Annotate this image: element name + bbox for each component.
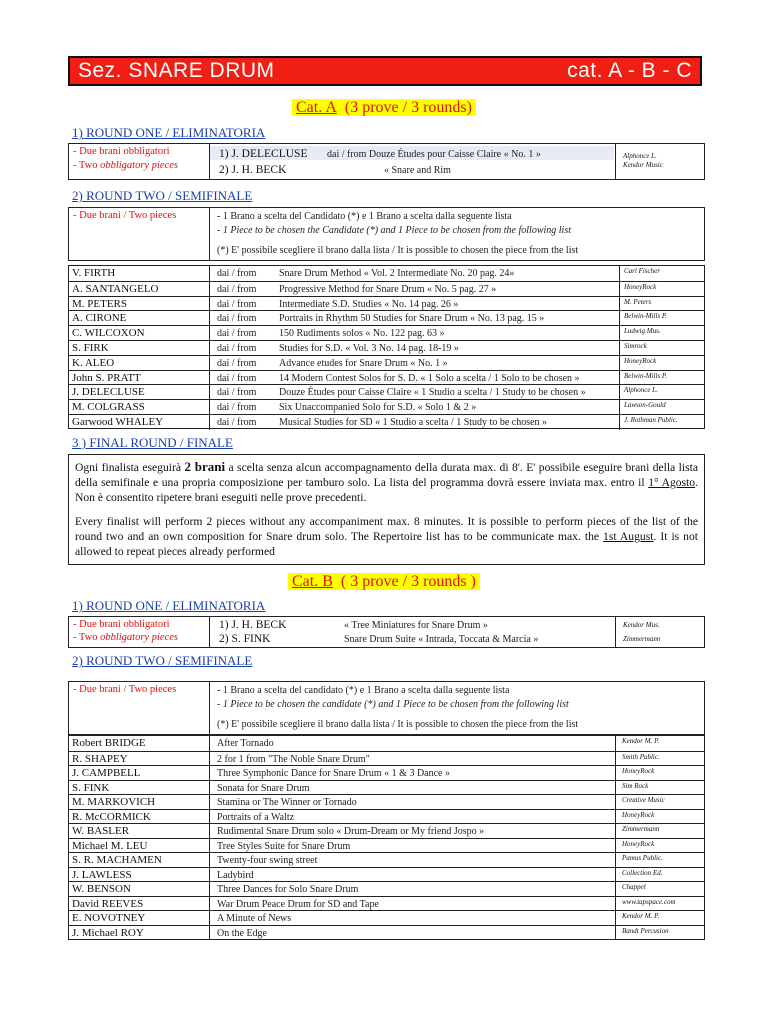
- cat-b-r1-left2: - Two obbligatory pieces: [73, 632, 178, 643]
- composer: J. Michael ROY: [72, 926, 144, 939]
- cat-a-heading: [0, 97, 768, 119]
- cat-b-r2-line2: - 1 Piece to be chosen the candidate (*) and 1 Piece to be chosen from the following list: [217, 699, 569, 710]
- publisher: HoneyRock: [622, 810, 655, 819]
- cat-b-r2-row: [69, 838, 704, 854]
- cat-b-round-two-title: 2) ROUND TWO / SEMIFINALE: [72, 653, 253, 668]
- composer: David REEVES: [72, 897, 144, 910]
- from-label: dai / from: [217, 283, 257, 295]
- cat-b-r2-row: [69, 765, 704, 781]
- publisher: Ludwig Mus.: [624, 327, 661, 336]
- publisher: Kendor M. P.: [622, 912, 660, 920]
- piece: 2 for 1 from "The Noble Snare Drum": [217, 753, 370, 765]
- piece: Six Unaccompanied Solo for S.D. « Solo 1 & 2 »: [279, 402, 477, 414]
- from-label: dai / from: [217, 372, 257, 384]
- piece: Sonata for Snare Drum: [217, 782, 310, 794]
- cat-b-r2-row: [69, 925, 704, 941]
- composer: J. LAWLESS: [72, 868, 132, 881]
- cat-b-title: Cat. B: [292, 573, 333, 590]
- cat-b-r2-line3: (*) E' possibile scegliere il brano dalla lista / It is possible to chosen the piece from the list: [217, 719, 579, 730]
- cat-a-round-one-box: [68, 143, 705, 180]
- publisher: HoneyRock: [622, 767, 655, 775]
- composer: C. WILCOXON: [72, 327, 145, 340]
- header-right: cat. A - B - C: [567, 59, 692, 82]
- cat-a-final-title: 3 ) FINAL ROUND / FINALE: [72, 435, 233, 450]
- piece: Snare Drum Method « Vol. 2 Intermediate No. 20 pag. 24»: [279, 268, 515, 279]
- publisher: Sim Rock: [622, 781, 649, 790]
- cat-a-r2-row: [69, 325, 704, 341]
- cat-a-r2-row: [69, 399, 704, 415]
- cat-a-r1-composer-2: 2) J. H. BECK: [219, 164, 287, 176]
- composer: Robert BRIDGE: [72, 737, 146, 749]
- cat-b-r2-row: [69, 867, 704, 883]
- cat-a-round-two-title: 2) ROUND TWO / SEMIFINALE: [72, 188, 253, 203]
- from-label: dai / from: [217, 313, 257, 325]
- composer: Michael M. LEU: [72, 839, 148, 852]
- cat-b-r2-row: [69, 751, 704, 767]
- publisher: Lawson-Gould: [624, 401, 666, 410]
- header-banner: [68, 56, 702, 86]
- publisher: J. Rothman Public.: [624, 416, 678, 424]
- composer: K. ALEO: [72, 356, 115, 369]
- piece: Portraits in Rhythm 50 Studies for Snare Drum « No. 13 pag. 15 »: [279, 313, 545, 325]
- cat-a-r1-piece-1: dai / from Douze Études pour Caisse Claire « No. 1 »: [327, 149, 541, 160]
- final-italian-text: Ogni finalista eseguirà 2 brani a scelta senza alcun accompagnamento della durata max. di 8'. E' possibile eseguire brani della lista della semifinale e una propria composizione per tamburo solo. La lista del programma dovrà essere inviata max. entro il 1° Agosto. Non è consentito ripetere brani eseguiti nelle prove precedenti.: [75, 459, 699, 504]
- cat-a-r2-row: [69, 414, 704, 430]
- publisher: Creative Music: [622, 796, 665, 804]
- cat-a-r1-piece-2: « Snare and Rim: [384, 165, 451, 176]
- from-label: dai / from: [217, 268, 257, 279]
- piece: Studies for S.D. « Vol. 3 No. 14 pag. 18-19 »: [279, 343, 459, 354]
- cat-b-round-one-box: [68, 616, 705, 648]
- cat-b-r1-piece-1: « Tree Miniatures for Snare Drum »: [344, 620, 488, 631]
- cat-b-r2-line1: - 1 Brano a scelta del candidato (*) e 1 Brano a scelta dalla seguente lista: [217, 685, 510, 696]
- cat-b-r2-row: [69, 809, 704, 825]
- cat-b-r1-composer-1: 1) J. H. BECK: [219, 619, 287, 631]
- piece: Advance etudes for Snare Drum « No. 1 »: [279, 357, 448, 369]
- publisher: Collection Ed.: [622, 868, 663, 877]
- cat-a-r2-line3: (*) E' possibile scegliere il brano dalla lista / It is possible to chosen the piece from the list: [217, 245, 579, 256]
- from-label: dai / from: [217, 402, 257, 414]
- cat-b-round-two-list: [68, 735, 705, 940]
- cat-a-r1-composer-1: 1) J. DELECLUSE: [219, 148, 308, 160]
- publisher: M. Peters: [624, 297, 652, 306]
- cat-b-r1-left1: - Due brani obbligatori: [73, 619, 170, 630]
- header-left: Sez. SNARE DRUM: [78, 59, 275, 82]
- cat-b-r2-row: [69, 896, 704, 912]
- cat-a-r2-row: [69, 310, 704, 326]
- cat-b-r2-left: - Due brani / Two pieces: [73, 684, 177, 695]
- composer: J. CAMPBELL: [72, 767, 141, 779]
- piece: On the Edge: [217, 927, 267, 939]
- from-label: dai / from: [217, 417, 257, 428]
- cat-b-r1-piece-2: Snare Drum Suite « Intrada, Toccata & Marcia »: [344, 634, 539, 645]
- publisher: Bandt Percusion: [622, 926, 669, 935]
- cat-a-r2-line1: - 1 Brano a scelta del Candidato (*) e 1 Brano a scelta dalla seguente lista: [217, 211, 512, 222]
- cat-a-round-two-list: [68, 265, 705, 429]
- piece: Three Symphonic Dance for Snare Drum « 1 & 3 Dance »: [217, 768, 450, 779]
- composer: E. NOVOTNEY: [72, 912, 146, 924]
- cat-a-r2-left: - Due brani / Two pieces: [73, 210, 177, 221]
- final-english-text: Every finalist will perform 2 pieces without any accompaniment max. 8 minutes. It is possible to perform pieces of the list of the round two and an own composition for Snare drum solo. The Repertoire list has to be communicate max. the 1st August. It is not allowed to repeat pieces already performed: [75, 515, 699, 558]
- piece: Progressive Method for Snare Drum « No. 5 pag. 27 »: [279, 283, 497, 295]
- publisher: Zimmermann: [622, 825, 660, 833]
- cat-b-r1-composer-2: 2) S. FINK: [219, 633, 271, 645]
- from-label: dai / from: [217, 298, 257, 310]
- publisher: Carl Fischer: [624, 267, 660, 275]
- piece: Intermediate S.D. Studies « No. 14 pag. 26 »: [279, 298, 459, 310]
- piece: Tree Styles Suite for Snare Drum: [217, 840, 351, 852]
- from-label: dai / from: [217, 357, 257, 369]
- cat-a-r1-pub-1: Alphonce L.: [623, 152, 657, 160]
- cat-a-r2-line2: - 1 Piece to be chosen the Candidate (*) and 1 Piece to be chosen from the following list: [217, 225, 571, 236]
- from-label: dai / from: [217, 328, 257, 340]
- piece: War Drum Peace Drum for SD and Tape: [217, 898, 379, 910]
- piece: Stamina or The Winner or Tornado: [217, 797, 357, 808]
- cat-a-r2-row: [69, 340, 704, 356]
- cat-b-round-one-title: 1) ROUND ONE / ELIMINATORIA: [72, 598, 266, 613]
- publisher: www.tapspace.com: [622, 897, 676, 906]
- cat-a-r2-row: [69, 266, 704, 281]
- from-label: dai / from: [217, 343, 257, 354]
- piece: Three Dances for Solo Snare Drum: [217, 884, 359, 895]
- cat-b-r2-row: [69, 780, 704, 796]
- publisher: Smith Public.: [622, 752, 660, 761]
- composer: A. SANTANGELO: [72, 282, 159, 295]
- cat-a-round-two-info: [68, 207, 705, 261]
- composer: M. PETERS: [72, 297, 128, 310]
- composer: S. FIRK: [72, 342, 109, 354]
- cat-b-r2-row: [69, 823, 704, 839]
- composer: Garwood WHALEY: [72, 416, 164, 428]
- cat-a-r1-pub-2: Kendor Music: [623, 161, 663, 169]
- cat-a-r2-row: [69, 296, 704, 312]
- cat-b-r2-row: [69, 852, 704, 868]
- composer: M. COLGRASS: [72, 401, 145, 414]
- cat-b-r1-pub-2: Zimmermann: [623, 635, 661, 643]
- cat-b-r2-row: [69, 881, 704, 897]
- composer: S. FINK: [72, 781, 110, 794]
- piece: After Tornado: [217, 738, 274, 749]
- publisher: Belwin-Mills P.: [624, 312, 668, 321]
- composer: V. FIRTH: [72, 267, 116, 279]
- composer: R. McCORMICK: [72, 810, 151, 823]
- cat-b-r2-row: [69, 736, 704, 751]
- composer: M. MARKOVICH: [72, 796, 156, 808]
- publisher: Kendor M. P.: [622, 737, 660, 745]
- piece: A Minute of News: [217, 913, 292, 924]
- piece: Twenty-four swing street: [217, 855, 318, 866]
- cat-a-r2-row: [69, 370, 704, 386]
- cat-a-r1-left2: - Two obbligatory pieces: [73, 160, 178, 171]
- composer: W. BENSON: [72, 883, 131, 895]
- cat-b-subtitle: ( 3 prove / 3 rounds ): [340, 573, 476, 590]
- composer: A. CIRONE: [72, 312, 127, 325]
- composer: W. BASLER: [72, 825, 130, 837]
- piece: Portraits of a Waltz: [217, 811, 295, 823]
- from-label: dai / from: [217, 387, 257, 399]
- publisher: Simrock: [624, 342, 647, 350]
- piece: 14 Modern Contest Solos for S. D. « 1 Solo a scelta / 1 Solo to be chosen »: [279, 372, 580, 384]
- composer: J. DELECLUSE: [72, 386, 145, 399]
- piece: Rudimental Snare Drum solo « Drum-Dream or My friend Jospo »: [217, 826, 485, 837]
- publisher: HoneyRock: [622, 839, 655, 848]
- cat-a-r2-row: [69, 281, 704, 297]
- piece: Ladybird: [217, 869, 254, 881]
- cat-b-round-two-info: [68, 681, 705, 735]
- piece: Musical Studies for SD « 1 Studio a scelta / 1 Study to be chosen »: [279, 417, 548, 428]
- cat-a-title: Cat. A: [296, 99, 337, 116]
- cat-a-r1-left1: - Due brani obbligatori: [73, 146, 170, 157]
- cat-a-r2-row: [69, 384, 704, 400]
- composer: John S. PRATT: [72, 371, 141, 384]
- cat-a-final-box: [68, 454, 705, 565]
- cat-b-r2-row: [69, 910, 704, 926]
- cat-a-r2-row: [69, 355, 704, 371]
- cat-b-r1-pub-1: Kendor Mus.: [623, 621, 660, 629]
- cat-b-r2-row: [69, 794, 704, 810]
- publisher: Pamus Public.: [622, 854, 663, 862]
- cat-a-round-one-title: 1) ROUND ONE / ELIMINATORIA: [72, 125, 266, 140]
- composer: S. R. MACHAMEN: [72, 854, 162, 866]
- cat-a-subtitle: (3 prove / 3 rounds): [344, 99, 472, 116]
- publisher: HoneyRock: [624, 282, 657, 291]
- publisher: HoneyRock: [624, 356, 657, 365]
- publisher: Belwin-Mills P.: [624, 371, 668, 380]
- composer: R. SHAPEY: [72, 752, 128, 765]
- publisher: Alphonce L.: [624, 386, 658, 395]
- piece: Douze Études pour Caisse Claire « 1 Studio a scelta / 1 Study to be chosen »: [279, 387, 586, 399]
- publisher: Chappel: [622, 883, 646, 891]
- piece: 150 Rudiments solos « No. 122 pag. 63 »: [279, 328, 445, 340]
- cat-b-heading: [0, 571, 768, 593]
